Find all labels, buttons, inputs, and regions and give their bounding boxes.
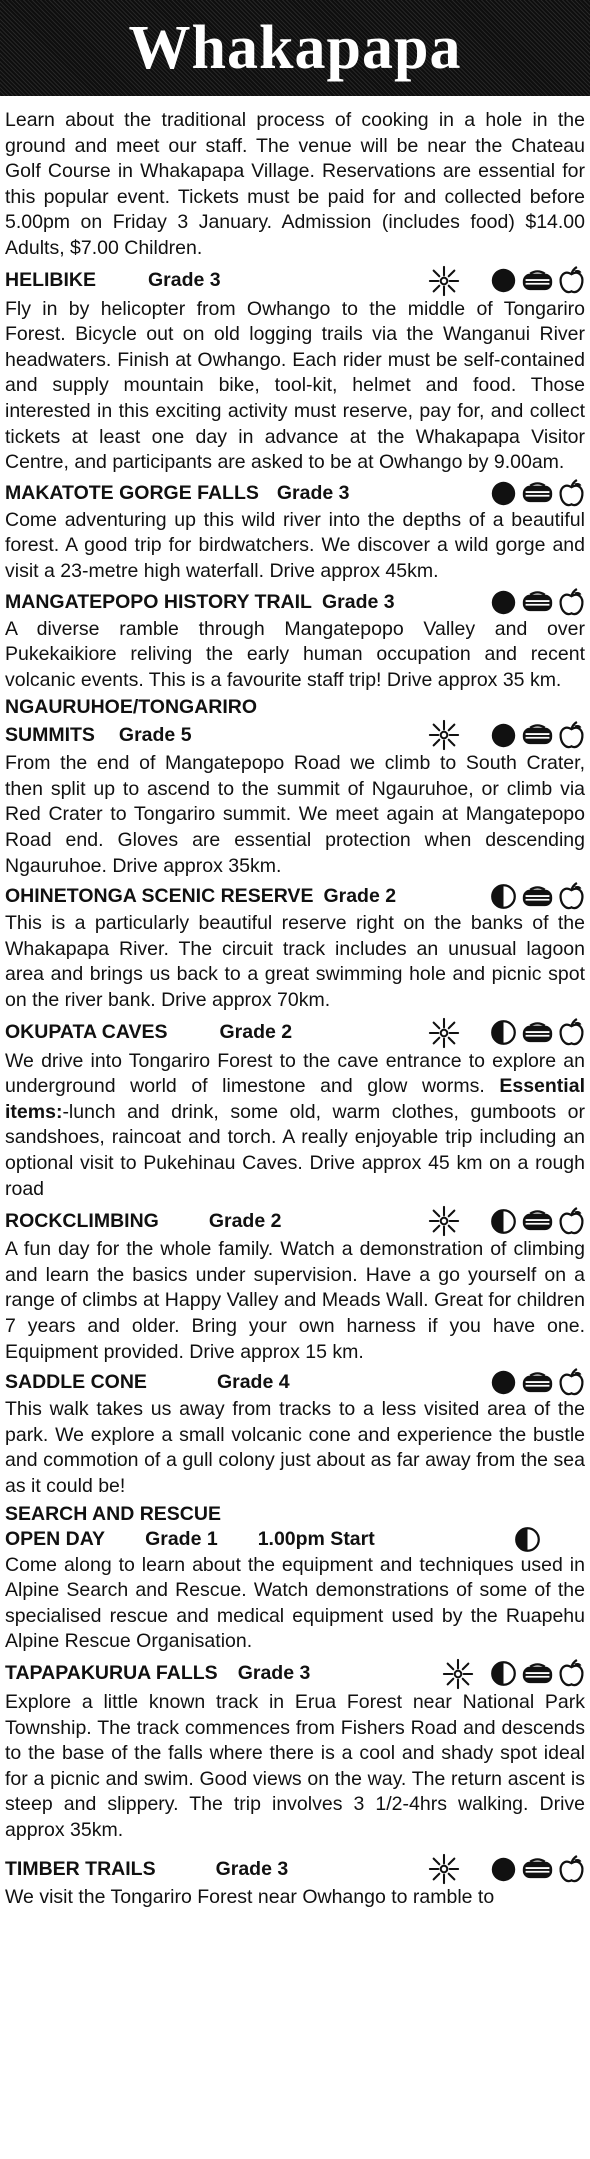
activity-grade: Grade 2	[323, 885, 397, 908]
full-day-circle-icon	[490, 1856, 517, 1883]
activity-description: Come along to learn about the equipment and techniques used in Alpine Search and Rescue. Watch demonstrations of some of the specialised rescue and medical equipment used by the Ruapehu Alpine Rescue Organisation.	[5, 1553, 585, 1653]
essential-items-label: Essential items:	[5, 1075, 585, 1123]
activity-icons	[428, 1853, 585, 1885]
start-time: 1.00pm Start	[257, 1527, 375, 1550]
apple-icon	[558, 882, 585, 911]
activity-name-line2: SUMMITS	[5, 723, 95, 746]
apple-icon	[558, 588, 585, 617]
half-day-circle-icon	[490, 883, 517, 910]
activity-icons	[490, 479, 585, 508]
sunburst-icon	[428, 1017, 460, 1049]
lunchbox-icon	[521, 481, 554, 505]
activity-description: A diverse ramble through Mangatepopo Valley and over Pukekaikiore reliving the early human occupation and recent volcanic events. This is a favourite staff trip! Drive approx 35 km.	[5, 617, 585, 691]
description-text: We drive into Tongariro Forest to the cave entrance to explore an underground world of limestone and glow worms.	[5, 1049, 585, 1098]
activity-heading	[5, 1205, 585, 1237]
full-day-circle-icon	[490, 1369, 517, 1396]
apple-icon	[558, 721, 585, 750]
activity-heading	[5, 1017, 585, 1049]
activity-icons	[514, 1526, 541, 1553]
activity-grade: Grade 2	[219, 1021, 293, 1044]
activity-name: TIMBER TRAILS	[5, 1857, 156, 1880]
activity-okupata-caves	[5, 1017, 585, 1203]
activity-heading	[5, 588, 585, 617]
activity-icons	[490, 882, 585, 911]
activity-description: Come adventuring up this wild river into the depths of a beautiful forest. A good trip for birdwatchers. We discover a wild gorge and visit a 23-metre high waterfall. Drive approx 45km.	[5, 508, 585, 582]
half-day-circle-icon	[490, 1660, 517, 1687]
apple-icon	[558, 266, 585, 295]
activity-icons	[428, 265, 585, 297]
lunchbox-icon	[521, 1021, 554, 1045]
activity-description: This walk takes us away from tracks to a less visited area of the park. We explore a small volcanic cone and experience the bustle and commotion of a gull colony just about as far away from the sea as it could be!	[5, 1398, 585, 1497]
activity-icons	[428, 1205, 585, 1237]
activity-description: A fun day for the whole family. Watch a demonstration of climbing and learn the basics under supervision. Have a go yourself on a range of climbs at Happy Valley and Meads Wall. Great for children 7 years and older. Bring your own harness if you have one. Equipment provided. Drive approx 15 km.	[5, 1238, 585, 1363]
lunchbox-icon	[521, 885, 554, 909]
activity-grade: Grade 3	[237, 1662, 311, 1685]
full-day-circle-icon	[490, 480, 517, 507]
lunchbox-icon	[521, 723, 554, 747]
activity-ohinetonga-scenic-reserve	[5, 882, 585, 1013]
activity-grade: Grade 3	[321, 590, 395, 613]
apple-icon	[558, 479, 585, 508]
activity-description: This is a particularly beautiful reserve right on the banks of the Whakapapa River. The circuit track includes an unusual lagoon area and brings us back to a great swimming hole and picnic spot on the river bank. Drive approx 70km.	[5, 912, 585, 1012]
activity-name: NGAURUHOE/TONGARIRO	[5, 696, 258, 719]
sunburst-icon	[428, 1205, 460, 1237]
apple-icon	[558, 1855, 585, 1884]
activity-heading	[5, 479, 585, 508]
lunchbox-icon	[521, 269, 554, 293]
activity-grade: Grade 3	[148, 269, 221, 292]
activity-grade: Grade 4	[216, 1371, 290, 1394]
apple-icon	[558, 1207, 585, 1236]
activity-helibike	[5, 265, 585, 476]
sunburst-icon	[428, 265, 460, 297]
lunchbox-icon	[521, 1662, 554, 1686]
activity-icons	[428, 1017, 585, 1049]
activity-heading	[5, 265, 585, 297]
activity-grade: Grade 3	[276, 481, 350, 504]
activity-makatote-gorge-falls	[5, 479, 585, 585]
activity-ngauruhoe-tongariro-summits	[5, 696, 585, 879]
activity-icons	[490, 588, 585, 617]
activity-heading	[5, 719, 585, 751]
activity-search-and-rescue-open-day	[5, 1503, 585, 1655]
sunburst-icon	[442, 1658, 474, 1690]
activity-description: Fly in by helicopter from Owhango to the middle of Tongariro Forest. Bicycle out on old logging trails via the Wanganui River headwaters. Finish at Owhango. Each rider must be self-contained and supply mountain bike, tool-kit, helmet and food. Those interested in this exciting activity must reserve, pay for, and collect tickets at least one day in advance at the Whakapapa Visitor Centre, and participants are asked to be at Owhango by 9.00am.	[5, 297, 585, 474]
half-day-circle-icon	[490, 1019, 517, 1046]
intro-paragraph: Learn about the traditional process of cooking in a hole in the ground and meet our staff. The venue will be near the Chateau Golf Course in Whakapapa Village. Reservations are essential for this popular event. Tickets must be paid for and collected before 5.00pm on Friday 3 January. Admission (includes food) $14.00 Adults, $7.00 Children.	[5, 109, 585, 259]
activity-mangatepopo-history-trail	[5, 588, 585, 694]
activity-description: We visit the Tongariro Forest near Owhango to ramble to	[5, 1886, 495, 1909]
activity-name: SADDLE CONE	[5, 1371, 147, 1394]
activity-heading	[5, 1368, 585, 1397]
activity-tapapakurua-falls	[5, 1658, 585, 1844]
activity-description: Explore a little known track in Erua Forest near National Park Township. The track commences from Fishers Road and descends to the base of the falls where there is a cool and shady spot ideal for a picnic and swim. Good views on the way. The return ascent is steep and slippery. The trip involves 3 1/2-4hrs walking. Drive approx 35km.	[5, 1690, 585, 1841]
full-day-circle-icon	[490, 722, 517, 749]
activity-heading	[5, 1853, 585, 1885]
activity-icons	[490, 1368, 585, 1397]
activity-heading	[5, 1658, 585, 1690]
activity-name-line2: OPEN DAY	[5, 1527, 106, 1550]
activity-icons	[442, 1658, 585, 1690]
activity-timber-trails	[5, 1853, 585, 1911]
full-day-circle-icon	[490, 589, 517, 616]
activity-grade: Grade 1	[145, 1527, 218, 1550]
apple-icon	[558, 1368, 585, 1397]
activity-heading	[5, 882, 585, 911]
full-day-circle-icon	[490, 267, 517, 294]
lunchbox-icon	[521, 1371, 554, 1395]
apple-icon	[558, 1659, 585, 1688]
activity-name: SEARCH AND RESCUE	[5, 1502, 221, 1525]
activity-name: TAPAPAKURUA FALLS	[5, 1662, 218, 1685]
activity-grade: Grade 2	[208, 1209, 282, 1232]
activity-name: ROCKCLIMBING	[5, 1209, 159, 1232]
activity-rockclimbing	[5, 1205, 585, 1365]
lunchbox-icon	[521, 1209, 554, 1233]
activity-name: MANGATEPOPO HISTORY TRAIL	[5, 590, 312, 613]
activity-description	[5, 1049, 585, 1203]
lunchbox-icon	[521, 1857, 554, 1881]
page-title: Whakapapa	[128, 13, 462, 82]
half-day-circle-icon	[490, 1208, 517, 1235]
activity-name: OHINETONGA SCENIC RESERVE	[5, 885, 314, 908]
description-text: -lunch and drink, some old, warm clothes, gumboots or sandshoes, raincoat and torch. A really enjoyable trip including an optional visit to Pukehinau Caves. Drive approx 45 km on a rough road	[5, 1100, 585, 1200]
title-banner	[0, 0, 590, 96]
lunchbox-icon	[521, 590, 554, 614]
activity-heading	[5, 1526, 585, 1553]
activity-icons	[428, 719, 585, 751]
activity-description: From the end of Mangatepopo Road we climb to South Crater, then split up to ascend to the summit of Ngauruhoe, or climb via Red Crater to Tongariro summit. We meet again at Mangatepopo Road end. Gloves are essential protection when descending Ngauruhoe. Drive approx 35km.	[5, 752, 585, 877]
activity-grade: Grade 5	[118, 723, 192, 746]
activity-name: HELIBIKE	[5, 269, 97, 292]
sunburst-icon	[428, 719, 460, 751]
activity-name: OKUPATA CAVES	[5, 1021, 168, 1044]
activity-name: MAKATOTE GORGE FALLS	[5, 481, 259, 504]
sunburst-icon	[428, 1853, 460, 1885]
apple-icon	[558, 1018, 585, 1047]
half-day-circle-icon	[514, 1526, 541, 1553]
activity-saddle-cone	[5, 1368, 585, 1499]
activity-grade: Grade 3	[215, 1857, 289, 1880]
